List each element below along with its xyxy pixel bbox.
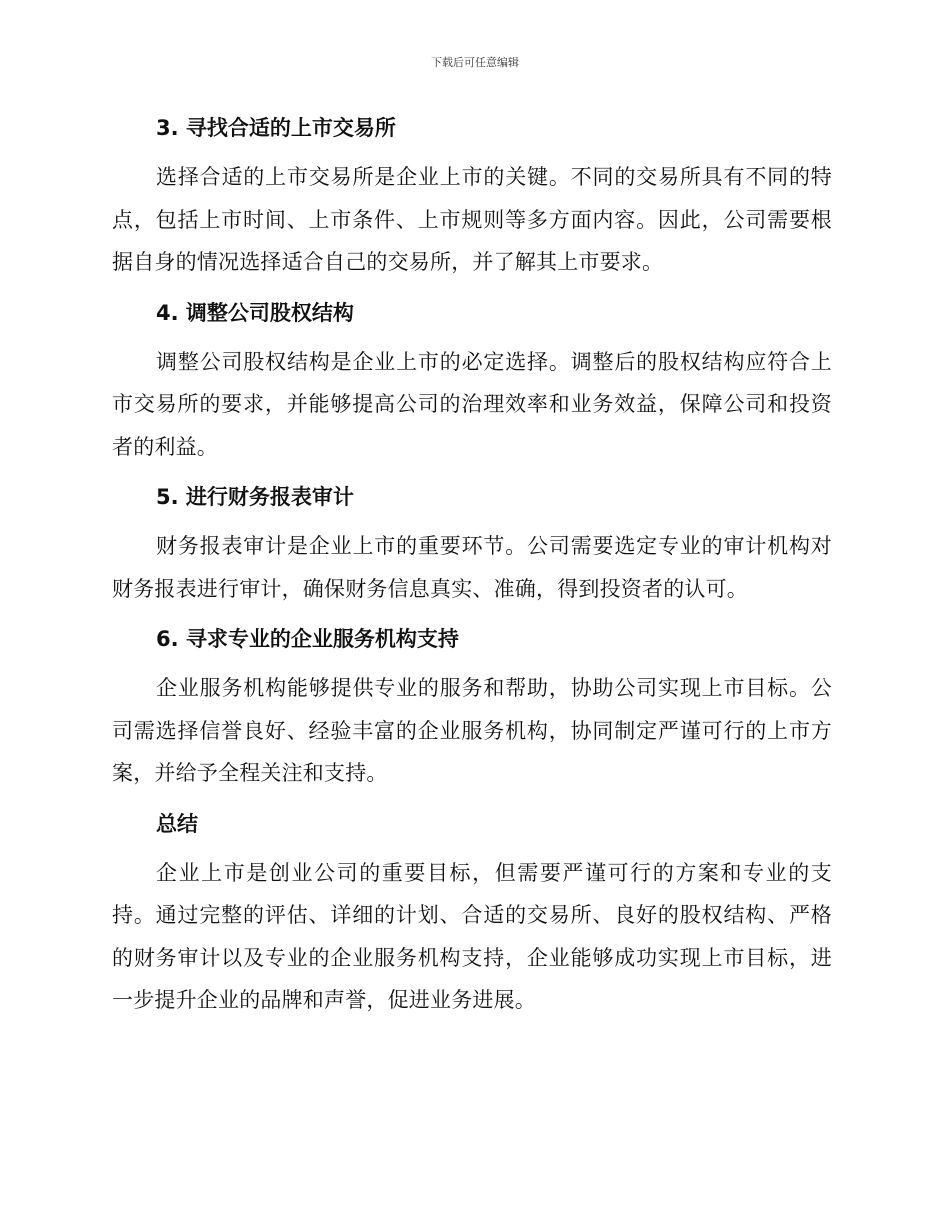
page-header: 下载后可任意编辑 (431, 56, 519, 69)
section-heading-5: 5. 进行财务报表审计 (156, 485, 354, 509)
section-paragraph-3: 选择合适的上市交易所是企业上市的关键。不同的交易所具有不同的特点，包括上市时间、上市条件、上市规则等多方面内容。因此，公司需要根据自身的情况选择适合自己的交易所，并了解其上市要求。 (112, 165, 832, 274)
section-paragraph-6: 企业服务机构能够提供专业的服务和帮助，协助公司实现上市目标。公司需选择信誉良好、经验丰富的企业服务机构，协同制定严谨可行的上市方案，并给予全程关注和支持。 (112, 676, 832, 785)
section-heading-6: 6. 寻求专业的企业服务机构支持 (156, 627, 459, 651)
summary-paragraph: 企业上市是创业公司的重要目标，但需要严谨可行的方案和专业的支持。通过完整的评估、详细的计划、合适的交易所、良好的股权结构、严格的财务审计以及专业的企业服务机构支持，企业能够成功实现上市目标，进一步提升企业的品牌和声誉，促进业务进展。 (112, 860, 832, 1012)
section-heading-3: 3. 寻找合适的上市交易所 (156, 116, 396, 140)
summary-heading: 总结 (156, 811, 198, 836)
document-body (112, 108, 832, 1031)
section-paragraph-4: 调整公司股权结构是企业上市的必定选择。调整后的股权结构应符合上市交易所的要求，并能够提高公司的治理效率和业务效益，保障公司和投资者的利益。 (112, 349, 832, 459)
section-paragraph-5: 财务报表审计是企业上市的重要环节。公司需要选定专业的审计机构对财务报表进行审计，确保财务信息真实、准确，得到投资者的认可。 (112, 534, 832, 601)
section-heading-4: 4. 调整公司股权结构 (156, 300, 354, 325)
